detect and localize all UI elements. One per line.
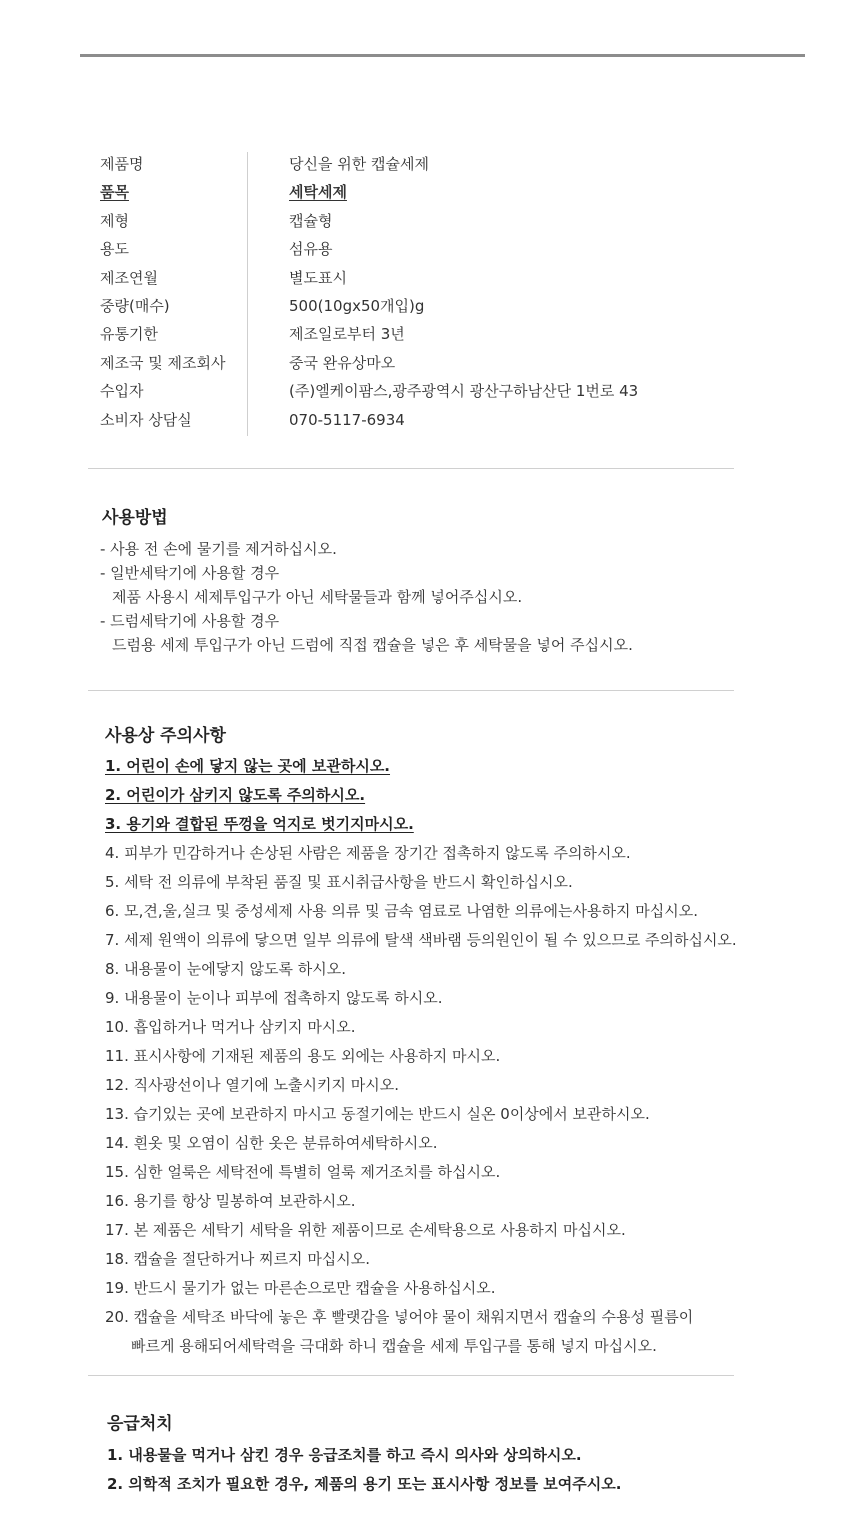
caution-item: 18. 캡슐을 절단하거나 찌르지 마십시오. bbox=[105, 1250, 371, 1268]
caution-item: 7. 세제 원액이 의류에 닿으면 일부 의류에 탈색 색바램 등의원인이 될 수 있으므로 주의하십시오. bbox=[105, 931, 737, 949]
caution-item: 12. 직사광선이나 열기에 노출시키지 마시오. bbox=[105, 1076, 400, 1094]
caution-item: 2. 어린이가 삼키지 않도록 주의하시오. bbox=[105, 786, 366, 804]
usage-line: - 일반세탁기에 사용할 경우 bbox=[100, 564, 280, 582]
spec-row bbox=[100, 207, 740, 235]
first-aid-item: 1. 내용물을 먹거나 삼킨 경우 응급조치를 하고 즉시 의사와 상의하시오. bbox=[107, 1446, 582, 1464]
usage-instructions bbox=[100, 537, 633, 657]
usage-line: 제품 사용시 세제투입구가 아닌 세탁물들과 함께 넣어주십시오. bbox=[112, 588, 523, 606]
spec-label-use: 용도 bbox=[100, 240, 129, 259]
spec-value-weight: 500(10gx50개입)g bbox=[289, 296, 425, 315]
spec-row bbox=[100, 406, 740, 434]
product-spec-table bbox=[100, 150, 740, 434]
first-aid-list bbox=[107, 1441, 621, 1499]
caution-item: 9. 내용물이 눈이나 피부에 접촉하지 않도록 하시오. bbox=[105, 989, 443, 1007]
spec-value-manufacture-date: 별도표시 bbox=[289, 268, 347, 287]
caution-item: 4. 피부가 민감하거나 손상된 사람은 제품을 장기간 접촉하지 않도록 주의하시오. bbox=[105, 844, 631, 862]
first-aid-title: 응급처치 bbox=[107, 1414, 173, 1434]
caution-item: 5. 세탁 전 의류에 부착된 품질 및 표시취급사항을 반드시 확인하십시오. bbox=[105, 873, 573, 891]
caution-item-continuation: 빠르게 용해되어세탁력을 극대화 하니 캡슐을 세제 투입구를 통해 넣지 마십시오. bbox=[131, 1337, 657, 1355]
section-divider bbox=[88, 1375, 734, 1376]
spec-row bbox=[100, 377, 740, 405]
spec-row bbox=[100, 178, 740, 206]
caution-item: 15. 심한 얼룩은 세탁전에 특별히 얼룩 제거조치를 하십시오. bbox=[105, 1163, 501, 1181]
spec-value-customer-service: 070-5117-6934 bbox=[289, 410, 405, 429]
spec-label-expiry: 유통기한 bbox=[100, 325, 158, 344]
caution-item: 11. 표시사항에 기재된 제품의 용도 외에는 사용하지 마시오. bbox=[105, 1047, 501, 1065]
spec-value-origin: 중국 완유상마오 bbox=[289, 353, 396, 372]
spec-label-origin: 제조국 및 제조회사 bbox=[100, 353, 226, 372]
top-divider bbox=[80, 54, 805, 57]
caution-item: 3. 용기와 결합된 뚜껑을 억지로 벗기지마시오. bbox=[105, 815, 414, 833]
spec-row bbox=[100, 264, 740, 292]
spec-value-expiry: 제조일로부터 3년 bbox=[289, 325, 405, 344]
section-divider bbox=[88, 468, 734, 469]
caution-item: 1. 어린이 손에 닿지 않는 곳에 보관하시오. bbox=[105, 757, 391, 775]
spec-label-form: 제형 bbox=[100, 211, 129, 230]
spec-label-importer: 수입자 bbox=[100, 382, 144, 401]
usage-line: - 사용 전 손에 물기를 제거하십시오. bbox=[100, 540, 337, 558]
spec-row bbox=[100, 235, 740, 263]
usage-line: - 드럼세탁기에 사용할 경우 bbox=[100, 612, 280, 630]
usage-title: 사용방법 bbox=[102, 508, 168, 528]
caution-item: 13. 습기있는 곳에 보관하지 마시고 동절기에는 반드시 실온 0이상에서 보관하시오. bbox=[105, 1105, 650, 1123]
spec-row bbox=[100, 349, 740, 377]
spec-label-manufacture-date: 제조연월 bbox=[100, 268, 158, 287]
spec-value-importer: (주)엘케이팜스,광주광역시 광산구하남산단 1번로 43 bbox=[289, 382, 639, 401]
spec-value-item: 세탁세제 bbox=[289, 183, 347, 202]
spec-label-weight: 중량(매수) bbox=[100, 296, 170, 315]
caution-item: 14. 흰옷 및 오염이 심한 옷은 분류하여세탁하시오. bbox=[105, 1134, 438, 1152]
cautions-list bbox=[105, 752, 737, 1361]
caution-item: 10. 흡입하거나 먹거나 삼키지 마시오. bbox=[105, 1018, 356, 1036]
caution-item: 17. 본 제품은 세탁기 세탁을 위한 제품이므로 손세탁용으로 사용하지 마십시오. bbox=[105, 1221, 626, 1239]
first-aid-item: 2. 의학적 조치가 필요한 경우, 제품의 용기 또는 표시사항 정보를 보여주시오. bbox=[107, 1475, 622, 1493]
spec-row bbox=[100, 150, 740, 178]
section-divider bbox=[88, 690, 734, 691]
spec-value-product-name: 당신을 위한 캡슐세제 bbox=[289, 155, 429, 173]
caution-item: 20. 캡슐을 세탁조 바닥에 놓은 후 빨랫감을 넣어야 물이 채워지면서 캡슐의 수용성 필름이 bbox=[105, 1308, 694, 1326]
spec-value-use: 섬유용 bbox=[289, 240, 333, 259]
caution-item: 6. 모,견,울,실크 및 중성세제 사용 의류 및 금속 염료로 나염한 의류에는사용하지 마십시오. bbox=[105, 902, 698, 920]
usage-line: 드럼용 세제 투입구가 아닌 드럼에 직접 캡슐을 넣은 후 세탁물을 넣어 주십시오. bbox=[112, 636, 633, 654]
spec-value-form: 캡슐형 bbox=[289, 211, 333, 230]
cautions-title: 사용상 주의사항 bbox=[105, 726, 226, 746]
spec-row bbox=[100, 320, 740, 348]
caution-item: 19. 반드시 물기가 없는 마른손으로만 캡슐을 사용하십시오. bbox=[105, 1279, 496, 1297]
spec-label-product-name: 제품명 bbox=[100, 155, 144, 173]
spec-label-item: 품목 bbox=[100, 183, 129, 202]
spec-row bbox=[100, 292, 740, 320]
spec-label-customer-service: 소비자 상담실 bbox=[100, 410, 192, 429]
caution-item: 16. 용기를 항상 밀봉하여 보관하시오. bbox=[105, 1192, 356, 1210]
caution-item: 8. 내용물이 눈에닿지 않도록 하시오. bbox=[105, 960, 347, 978]
